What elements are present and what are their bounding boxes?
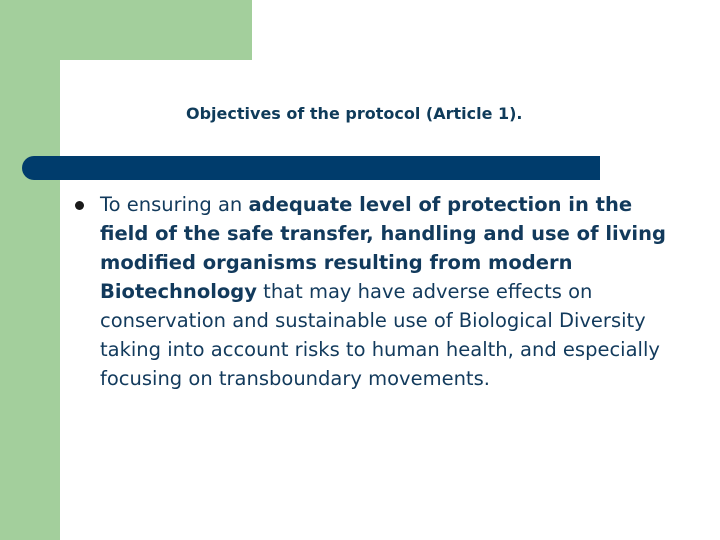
bullet-emphasis-text: adequate level of protection in the field of the safe transfer, handling and use of living modified organisms resulting from modern Biotechnology [100,193,666,303]
title-divider-bar [22,156,600,180]
bullet-text [100,190,680,393]
decorative-rounded-corner [60,60,120,120]
decorative-green-top-block [60,0,252,60]
slide-title: Objectives of the protocol (Article 1). [186,104,523,123]
decorative-green-sidebar [0,0,60,540]
bullet-rest-text: that may have adverse effects on conservation and sustainable use of Biological Diversity taking into account risks to human health, and especially focusing on transboundary movements. [100,280,660,390]
bullet-intro-text: To ensuring an [100,193,249,216]
bullet-dot-icon [75,201,84,210]
